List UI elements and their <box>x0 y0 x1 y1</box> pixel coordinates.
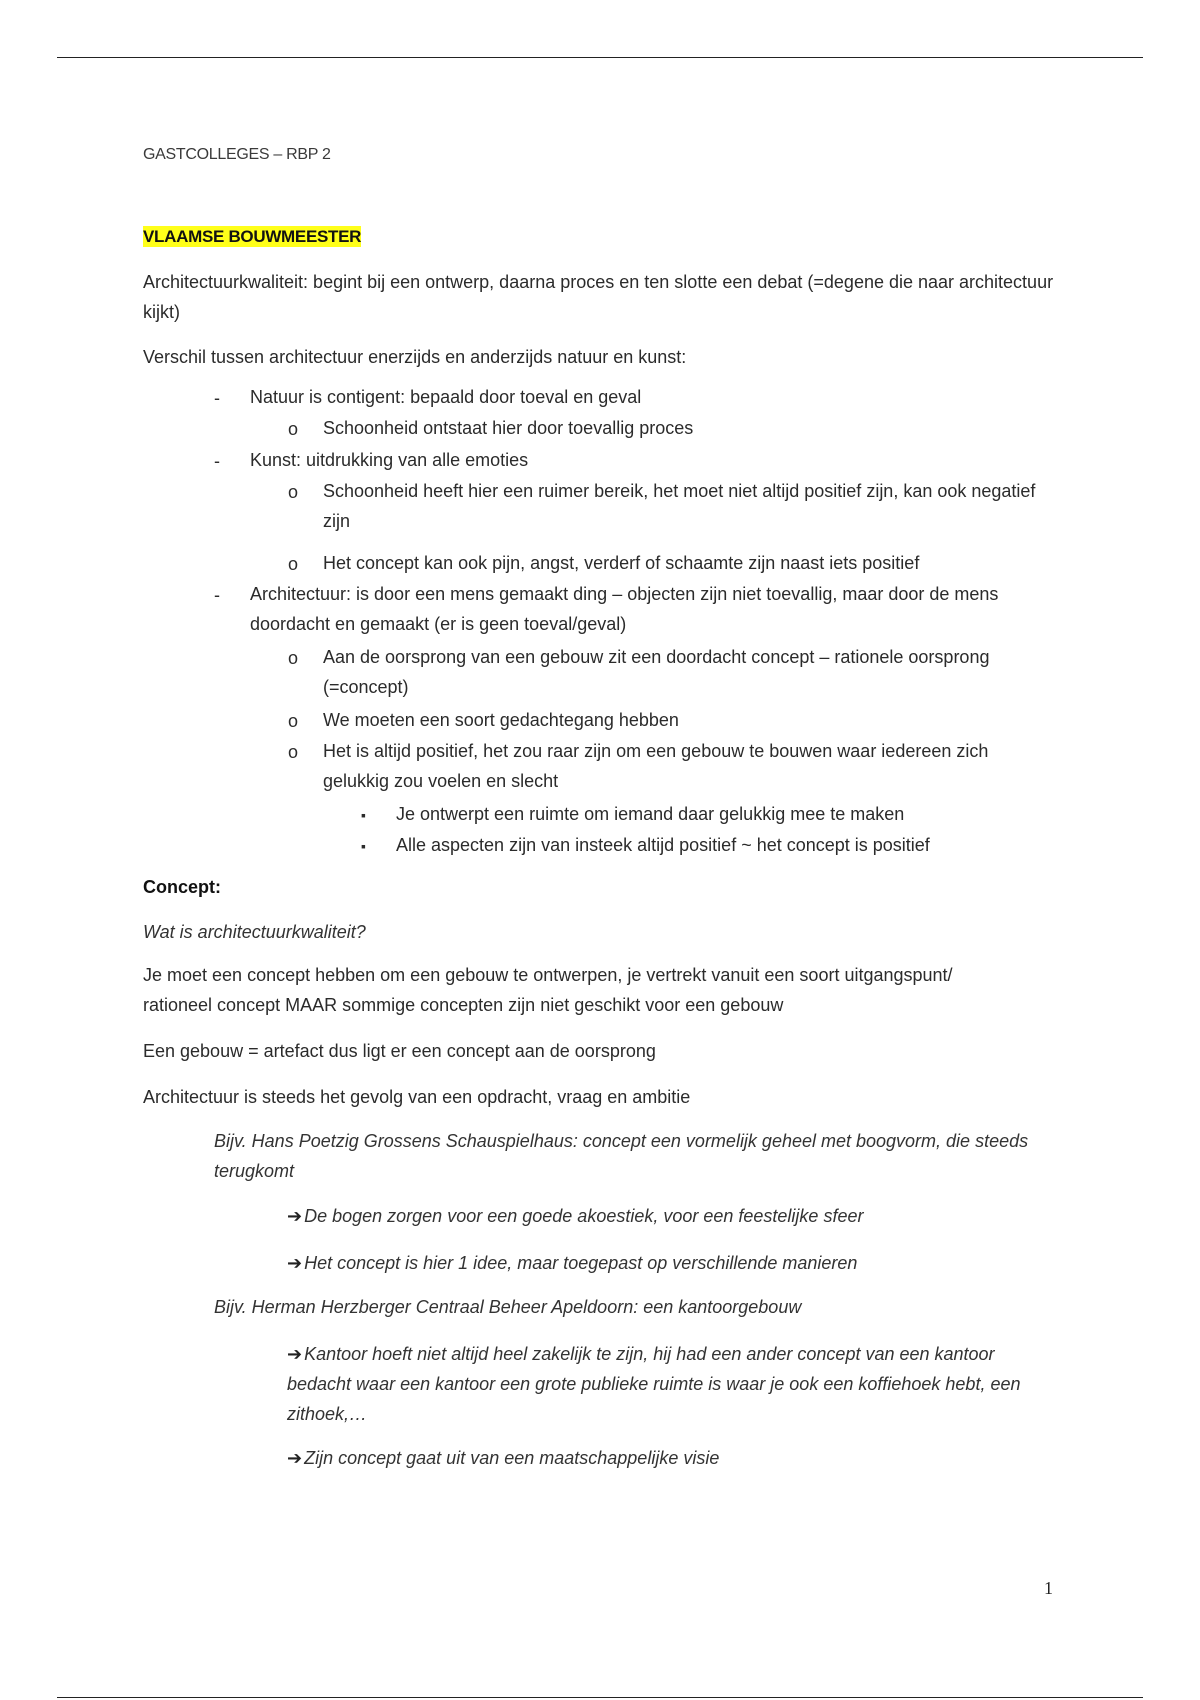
list-item-text: Alle aspecten zijn van insteek altijd positief ~ het concept is positief <box>396 835 930 855</box>
example-point <box>287 1248 1047 1278</box>
list-item-text: Natuur is contigent: bepaald door toeval en geval <box>250 387 642 407</box>
concept-paragraph: Je moet een concept hebben om een gebouw te ontwerpen, je vertrekt vanuit een soort uitgangspunt/ rationeel concept MAAR sommige concepten zijn niet geschikt voor een gebouw <box>143 965 953 1015</box>
circle-bullet: o <box>288 554 299 574</box>
square-bullet: ▪ <box>361 807 366 823</box>
dash-bullet: - <box>214 585 220 605</box>
difference-paragraph: Verschil tussen architectuur enerzijds en anderzijds natuur en kunst: <box>143 347 687 367</box>
example-point <box>287 1201 1047 1231</box>
arrow-icon: ➔ <box>287 1448 303 1468</box>
intro-paragraph: Architectuurkwaliteit: begint bij een ontwerp, daarna proces en ten slotte een debat (=degene die naar architectuur kijkt) <box>143 272 1054 322</box>
document-header: GASTCOLLEGES – RBP 2 <box>143 146 331 163</box>
list-item-text: Je ontwerpt een ruimte om iemand daar gelukkig mee te maken <box>396 804 905 824</box>
concept-paragraph: Een gebouw = artefact dus ligt er een concept aan de oorsprong <box>143 1041 656 1061</box>
example-point-text: De bogen zorgen voor een goede akoestiek, voor een feestelijke sfeer <box>304 1206 864 1226</box>
list-item-text: Het is altijd positief, het zou raar zijn om een gebouw te bouwen waar iedereen zich gelukkig zou voelen en slecht <box>323 741 989 791</box>
list-item-text: Het concept kan ook pijn, angst, verderf of schaamte zijn naast iets positief <box>323 553 920 573</box>
page-number: 1 <box>1044 1578 1053 1598</box>
example-paragraph: Bijv. Herman Herzberger Centraal Beheer Apeldoorn: een kantoorgebouw <box>214 1297 802 1317</box>
list-item-text: Architectuur: is door een mens gemaakt ding – objecten zijn niet toevallig, maar door de mens doordacht en gemaakt (er is geen toeval/geval) <box>250 584 999 634</box>
circle-bullet: o <box>288 482 299 502</box>
dash-bullet: - <box>214 388 220 408</box>
dash-bullet: - <box>214 451 220 471</box>
arrow-icon: ➔ <box>287 1253 303 1273</box>
concept-paragraph: Architectuur is steeds het gevolg van een opdracht, vraag en ambitie <box>143 1087 691 1107</box>
arrow-icon: ➔ <box>287 1344 303 1364</box>
highlighted-heading: VLAAMSE BOUWMEESTER <box>143 227 362 246</box>
circle-bullet: o <box>288 711 299 731</box>
example-point <box>287 1339 1022 1429</box>
list-item-text: We moeten een soort gedachtegang hebben <box>323 710 679 730</box>
example-paragraph: Bijv. Hans Poetzig Grossens Schauspielhaus: concept een vormelijk geheel met boogvorm, die steeds terugkomt <box>214 1131 1029 1181</box>
circle-bullet: o <box>288 648 299 668</box>
list-item-text: Kunst: uitdrukking van alle emoties <box>250 450 529 470</box>
circle-bullet: o <box>288 419 299 439</box>
example-point <box>287 1443 1047 1473</box>
arrow-icon: ➔ <box>287 1206 303 1226</box>
section-heading <box>143 226 361 247</box>
concept-heading: Concept: <box>143 877 221 897</box>
bottom-rule <box>57 1697 1143 1698</box>
list-item-text: Aan de oorsprong van een gebouw zit een doordacht concept – rationele oorsprong (=concept) <box>323 647 990 697</box>
top-rule <box>57 57 1143 58</box>
circle-bullet: o <box>288 742 299 762</box>
example-point-text: Zijn concept gaat uit van een maatschappelijke visie <box>304 1448 720 1468</box>
list-item-text: Schoonheid ontstaat hier door toevallig proces <box>323 418 694 438</box>
concept-question: Wat is architectuurkwaliteit? <box>143 922 366 942</box>
list-item-text: Schoonheid heeft hier een ruimer bereik, het moet niet altijd positief zijn, kan ook negatief zijn <box>323 481 1036 531</box>
example-point-text: Het concept is hier 1 idee, maar toegepast op verschillende manieren <box>304 1253 858 1273</box>
square-bullet: ▪ <box>361 838 366 854</box>
example-point-text: Kantoor hoeft niet altijd heel zakelijk te zijn, hij had een ander concept van een kantoor bedacht waar een kantoor een grote publieke ruimte is waar je ook een koffiehoek hebt, een zithoek,… <box>287 1344 1021 1424</box>
